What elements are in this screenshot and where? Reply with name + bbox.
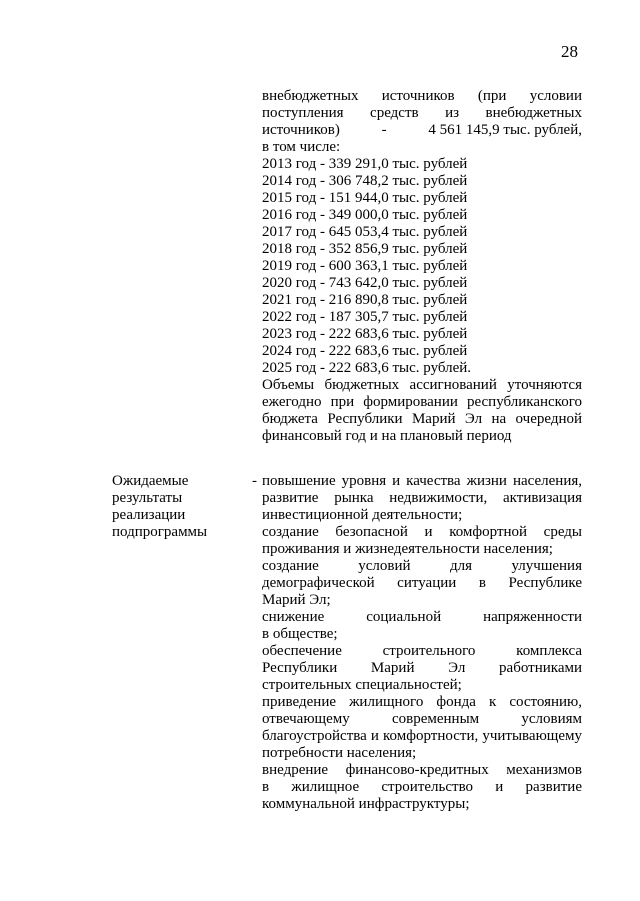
expected-result-line: Марий Эл; (262, 592, 331, 608)
expected-result-line: приведение жилищного фонда к состоянию, (262, 694, 582, 710)
funding-block (262, 88, 582, 445)
funding-total-dash: - (381, 122, 387, 138)
funding-year-line: 2020 год - 743 642,0 тыс. рублей (262, 275, 468, 291)
funding-line-1-word: (при (477, 88, 507, 104)
expected-result-line: в жилищное строительство и развитие (262, 779, 582, 795)
expected-result-line: обеспечение строительного комплекса (262, 643, 582, 659)
funding-including-label: в том числе: (262, 139, 341, 155)
expected-result-line: инвестиционной деятельности; (262, 507, 463, 523)
expected-result-line: строительных специальностей; (262, 677, 462, 693)
expected-result-line: в обществе; (262, 626, 338, 642)
expected-result-line: проживания и жизнедеятельности населения; (262, 541, 553, 557)
funding-note (262, 377, 582, 445)
expected-results-list (262, 473, 582, 813)
funding-year-line: 2015 год - 151 944,0 тыс. рублей (262, 190, 468, 206)
funding-year-line: 2024 год - 222 683,6 тыс. рублей (262, 343, 468, 359)
expected-results-dash: - (252, 473, 257, 489)
funding-year-line: 2023 год - 222 683,6 тыс. рублей (262, 326, 468, 342)
expected-result-line: благоустройства и комфортности, учитывающему (262, 728, 582, 744)
expected-results-label-line: Ожидаемые (112, 473, 189, 489)
expected-result-line: внедрение финансово-кредитных механизмов (262, 762, 582, 778)
funding-years-list (262, 156, 582, 377)
funding-line-2-word: средств (370, 105, 419, 121)
expected-results-label-line: реализации (112, 507, 186, 523)
expected-result-line: Республики Марий Эл работниками (262, 660, 582, 676)
expected-result-line: создание условий для улучшения (262, 558, 582, 574)
funding-line-1-word: условии (529, 88, 582, 104)
expected-result-line: коммунальной инфраструктуры; (262, 796, 470, 812)
funding-note-line: ежегодно при формировании республиканского (262, 394, 582, 410)
funding-line-1-word: внебюджетных (262, 88, 359, 104)
funding-line-2-word: внебюджетных (485, 105, 582, 121)
funding-year-line: 2016 год - 349 000,0 тыс. рублей (262, 207, 468, 223)
expected-results-label (112, 473, 242, 541)
funding-year-line: 2018 год - 352 856,9 тыс. рублей (262, 241, 468, 257)
expected-result-line: развитие рынка недвижимости, активизация (262, 490, 582, 506)
expected-result-line: отвечающему современным условиям (262, 711, 582, 727)
expected-result-line: снижение социальной напряженности (262, 609, 582, 625)
funding-note-line: Объемы бюджетных ассигнований уточняются (262, 377, 582, 393)
funding-line-2 (262, 105, 582, 122)
funding-total-label: источников) (262, 122, 340, 138)
expected-result-line: потребности населения; (262, 745, 417, 761)
funding-total-amount: 4 561 145,9 тыс. рублей, (428, 122, 582, 138)
funding-year-line: 2025 год - 222 683,6 тыс. рублей. (262, 360, 472, 376)
funding-note-line: финансовый год и на плановый период (262, 428, 512, 444)
funding-year-line: 2022 год - 187 305,7 тыс. рублей (262, 309, 468, 325)
funding-year-line: 2021 год - 216 890,8 тыс. рублей (262, 292, 468, 308)
expected-result-line: создание безопасной и комфортной среды (262, 524, 582, 540)
expected-results-label-line: результаты (112, 490, 183, 506)
funding-year-line: 2017 год - 645 053,4 тыс. рублей (262, 224, 468, 240)
funding-line-2-word: из (445, 105, 460, 121)
expected-results-label-line: подпрограммы (112, 524, 208, 540)
funding-note-line: бюджета Республики Марий Эл на очередной (262, 411, 582, 427)
funding-total-line (262, 122, 582, 139)
expected-result-line: демографической ситуации в Республике (262, 575, 582, 591)
funding-year-line: 2019 год - 600 363,1 тыс. рублей (262, 258, 468, 274)
funding-year-line: 2014 год - 306 748,2 тыс. рублей (262, 173, 468, 189)
funding-line-2-word: поступления (262, 105, 344, 121)
funding-year-line: 2013 год - 339 291,0 тыс. рублей (262, 156, 468, 172)
funding-line-1-word: источников (381, 88, 455, 104)
page-number: 28 (561, 42, 578, 61)
expected-result-line: повышение уровня и качества жизни населения, (262, 473, 582, 489)
funding-line-1 (262, 88, 582, 105)
